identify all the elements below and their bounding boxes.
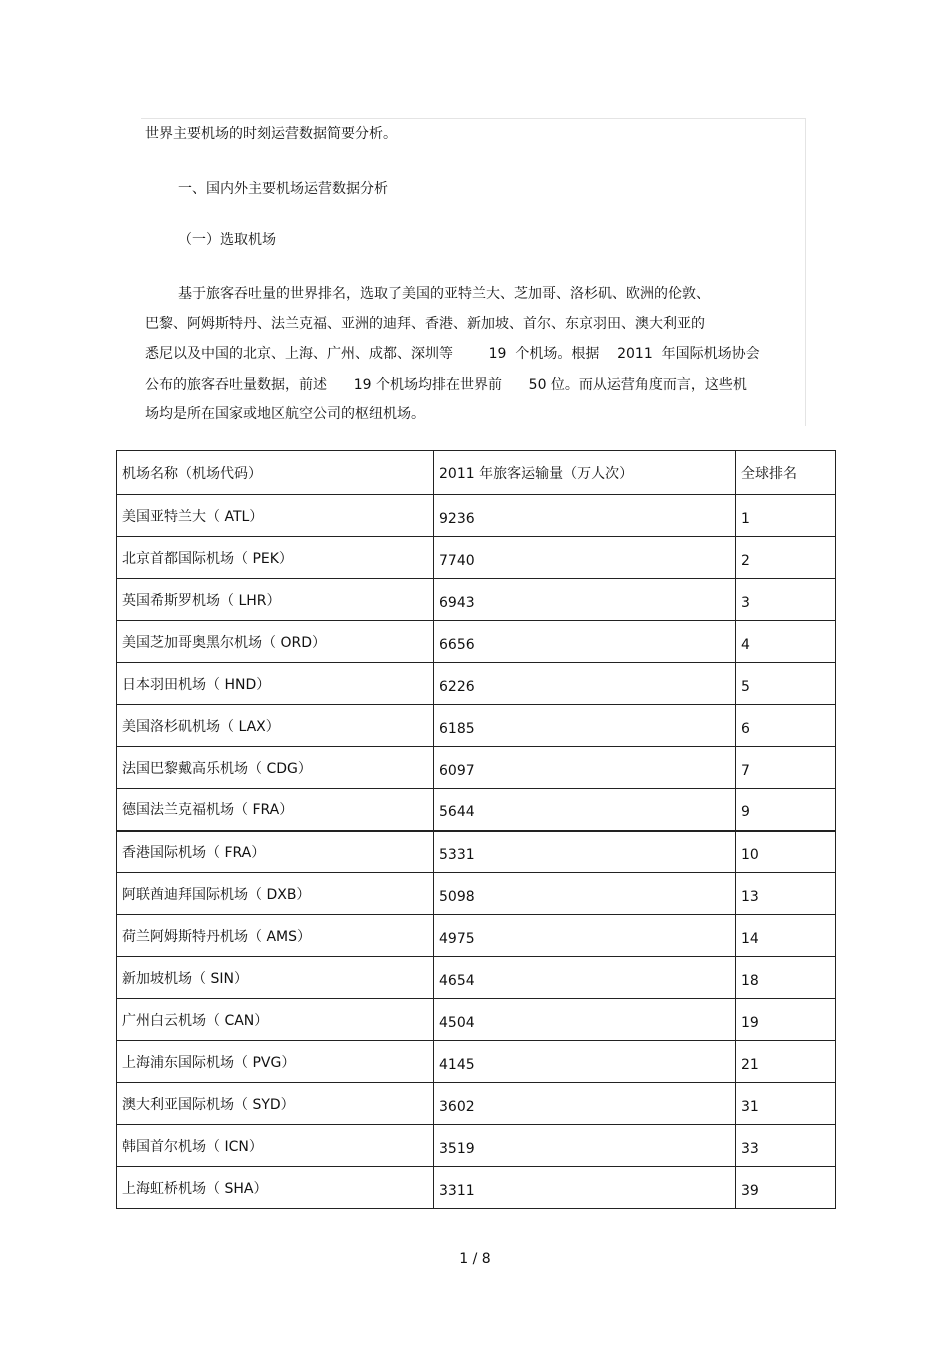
airport-name-cell: 韩国首尔机场（ ICN） bbox=[117, 1125, 434, 1167]
airport-name-cell: 日本羽田机场（ HND） bbox=[117, 663, 434, 705]
table-row bbox=[117, 537, 836, 579]
table-row bbox=[117, 495, 836, 537]
passenger-count-cell: 6226 bbox=[434, 663, 736, 705]
airport-name-cell: 广州白云机场（ CAN） bbox=[117, 999, 434, 1041]
passenger-count-cell: 3519 bbox=[434, 1125, 736, 1167]
table-row bbox=[117, 1083, 836, 1125]
table-row bbox=[117, 621, 836, 663]
passenger-count-cell: 6656 bbox=[434, 621, 736, 663]
passenger-count-cell: 6097 bbox=[434, 747, 736, 789]
airport-name-cell: 新加坡机场（ SIN） bbox=[117, 957, 434, 999]
table-row bbox=[117, 873, 836, 915]
airport-name-cell: 荷兰阿姆斯特丹机场（ AMS） bbox=[117, 915, 434, 957]
table-row bbox=[117, 915, 836, 957]
rank-cell: 3 bbox=[736, 579, 836, 621]
rank-cell: 6 bbox=[736, 705, 836, 747]
airport-name-cell: 美国芝加哥奥黑尔机场（ ORD） bbox=[117, 621, 434, 663]
section-heading: 一、国内外主要机场运营数据分析 bbox=[178, 181, 388, 197]
table-row bbox=[117, 1041, 836, 1083]
airport-name-cell: 德国法兰克福机场（ FRA） bbox=[117, 789, 434, 831]
passenger-count-cell: 6185 bbox=[434, 705, 736, 747]
paragraph-line: 场均是所在国家或地区航空公司的枢纽机场。 bbox=[145, 406, 425, 422]
rank-cell: 31 bbox=[736, 1083, 836, 1125]
passenger-count-cell: 4145 bbox=[434, 1041, 736, 1083]
airport-name-cell: 澳大利亚国际机场（ SYD） bbox=[117, 1083, 434, 1125]
table-row bbox=[117, 579, 836, 621]
airport-ranking-table bbox=[116, 450, 836, 1209]
paragraph-line: 悉尼以及中国的北京、上海、广州、成都、深圳等 19 个机场。根据 2011 年国际机场协会 bbox=[145, 346, 760, 362]
rank-cell: 1 bbox=[736, 495, 836, 537]
rank-cell: 39 bbox=[736, 1167, 836, 1209]
rank-cell: 21 bbox=[736, 1041, 836, 1083]
rank-cell: 33 bbox=[736, 1125, 836, 1167]
rank-cell: 10 bbox=[736, 831, 836, 873]
passenger-count-cell: 9236 bbox=[434, 495, 736, 537]
airport-name-cell: 阿联酋迪拜国际机场（ DXB） bbox=[117, 873, 434, 915]
column-header-airport: 机场名称（机场代码） bbox=[117, 451, 434, 495]
table-header-row bbox=[117, 451, 836, 495]
table-row bbox=[117, 999, 836, 1041]
table-row bbox=[117, 663, 836, 705]
passenger-count-cell: 4654 bbox=[434, 957, 736, 999]
table-row bbox=[117, 1125, 836, 1167]
rank-cell: 5 bbox=[736, 663, 836, 705]
airport-name-cell: 美国亚特兰大（ ATL） bbox=[117, 495, 434, 537]
rank-cell: 14 bbox=[736, 915, 836, 957]
rank-cell: 2 bbox=[736, 537, 836, 579]
airport-name-cell: 上海虹桥机场（ SHA） bbox=[117, 1167, 434, 1209]
rank-cell: 13 bbox=[736, 873, 836, 915]
column-header-rank: 全球排名 bbox=[736, 451, 836, 495]
intro-first-line: 世界主要机场的时刻运营数据简要分析。 bbox=[145, 126, 397, 142]
subsection-heading: （一）选取机场 bbox=[178, 232, 276, 248]
paragraph-line: 巴黎、阿姆斯特丹、法兰克福、亚洲的迪拜、香港、新加坡、首尔、东京羽田、澳大利亚的 bbox=[145, 316, 705, 332]
airport-name-cell: 法国巴黎戴高乐机场（ CDG） bbox=[117, 747, 434, 789]
table-row bbox=[117, 957, 836, 999]
table-row bbox=[117, 789, 836, 831]
passenger-count-cell: 4975 bbox=[434, 915, 736, 957]
passenger-count-cell: 5331 bbox=[434, 831, 736, 873]
passenger-count-cell: 5098 bbox=[434, 873, 736, 915]
airport-name-cell: 北京首都国际机场（ PEK） bbox=[117, 537, 434, 579]
table-row bbox=[117, 747, 836, 789]
table-row bbox=[117, 831, 836, 873]
airport-name-cell: 美国洛杉矶机场（ LAX） bbox=[117, 705, 434, 747]
passenger-count-cell: 3311 bbox=[434, 1167, 736, 1209]
passenger-count-cell: 4504 bbox=[434, 999, 736, 1041]
rank-cell: 19 bbox=[736, 999, 836, 1041]
paragraph-line: 公布的旅客吞吐量数据，前述 19 个机场均排在世界前 50 位。而从运营角度而言，这些机 bbox=[145, 377, 747, 393]
passenger-count-cell: 3602 bbox=[434, 1083, 736, 1125]
passenger-count-cell: 5644 bbox=[434, 789, 736, 831]
paragraph-line: 基于旅客吞吐量的世界排名，选取了美国的亚特兰大、芝加哥、洛杉矶、欧洲的伦敦、 bbox=[178, 286, 710, 302]
airport-name-cell: 英国希斯罗机场（ LHR） bbox=[117, 579, 434, 621]
rank-cell: 7 bbox=[736, 747, 836, 789]
table-row bbox=[117, 1167, 836, 1209]
rank-cell: 4 bbox=[736, 621, 836, 663]
rank-cell: 9 bbox=[736, 789, 836, 831]
airport-name-cell: 香港国际机场（ FRA） bbox=[117, 831, 434, 873]
page-number: 1 / 8 bbox=[459, 1251, 491, 1267]
passenger-count-cell: 7740 bbox=[434, 537, 736, 579]
column-header-passengers: 2011 年旅客运输量（万人次） bbox=[434, 451, 736, 495]
rank-cell: 18 bbox=[736, 957, 836, 999]
table-row bbox=[117, 705, 836, 747]
passenger-count-cell: 6943 bbox=[434, 579, 736, 621]
airport-name-cell: 上海浦东国际机场（ PVG） bbox=[117, 1041, 434, 1083]
